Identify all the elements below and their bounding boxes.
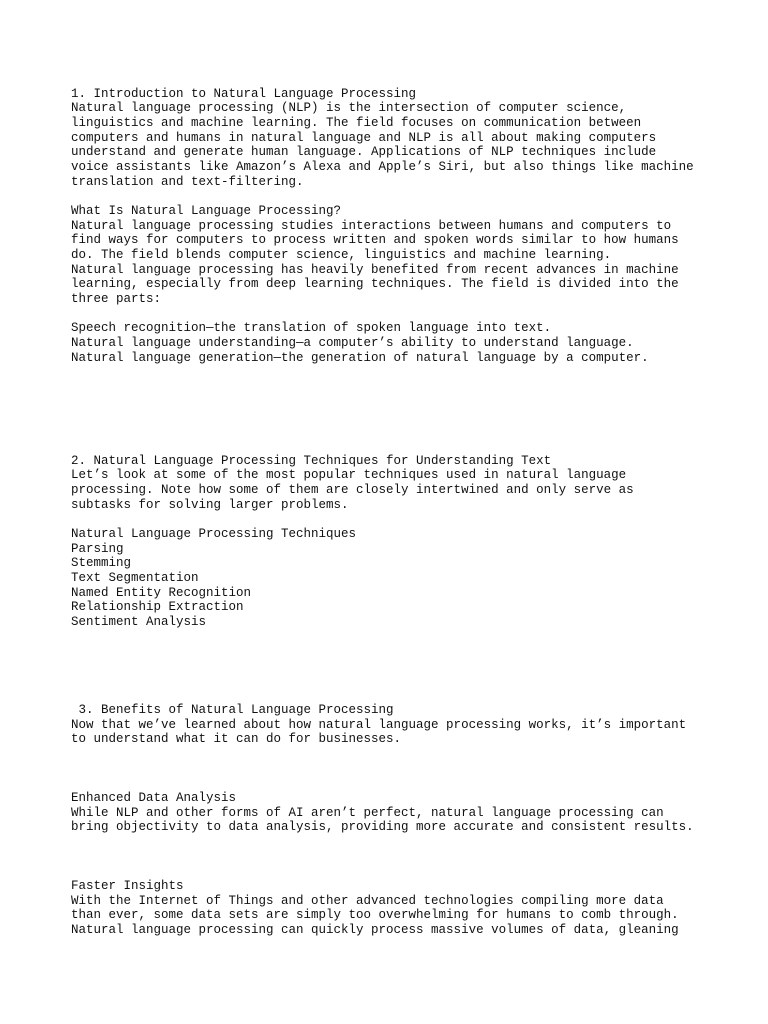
text-line: Let’s look at some of the most popular techniques used in natural language <box>71 468 627 482</box>
text-line: With the Internet of Things and other advanced technologies compiling more data <box>71 894 664 908</box>
list-item: Text Segmentation <box>71 571 199 585</box>
text-line: While NLP and other forms of AI aren’t perfect, natural language processing can <box>71 806 664 820</box>
text-line: to understand what it can do for businesses. <box>71 732 402 746</box>
subheading-what-is-nlp: What Is Natural Language Processing? <box>71 204 342 218</box>
text-line: three parts: <box>71 292 162 306</box>
text-line: understand and generate human language. Applications of NLP techniques include <box>71 145 657 159</box>
text-line: linguistics and machine learning. The field focuses on communication between <box>71 116 642 130</box>
text-line: than ever, some data sets are simply too overwhelming for humans to comb through. <box>71 908 679 922</box>
list-item: Relationship Extraction <box>71 600 244 614</box>
text-line: subtasks for solving larger problems. <box>71 498 349 512</box>
text-line: bring objectivity to data analysis, providing more accurate and consistent results. <box>71 820 694 834</box>
text-line: Natural language processing studies interactions between humans and computers to <box>71 219 672 233</box>
text-line: learning, especially from deep learning techniques. The field is divided into the <box>71 277 679 291</box>
text-line: Natural language processing has heavily benefited from recent advances in machine <box>71 263 679 277</box>
subheading-faster-insights: Faster Insights <box>71 879 184 893</box>
text-line: Now that we’ve learned about how natural language processing works, it’s important <box>71 718 687 732</box>
subheading-techniques-list: Natural Language Processing Techniques <box>71 527 357 541</box>
text-line: Natural language processing (NLP) is the intersection of computer science, <box>71 101 627 115</box>
list-item: Sentiment Analysis <box>71 615 207 629</box>
text-line: computers and humans in natural language and NLP is all about making computers <box>71 131 657 145</box>
list-item: Speech recognition—the translation of spoken language into text. <box>71 321 552 335</box>
section-heading-techniques: 2. Natural Language Processing Techniques for Understanding Text <box>71 454 552 468</box>
list-item: Parsing <box>71 542 124 556</box>
text-line: find ways for computers to process written and spoken words similar to how humans <box>71 233 679 247</box>
list-item: Natural language generation—the generation of natural language by a computer. <box>71 351 649 365</box>
section-heading-benefits: 3. Benefits of Natural Language Processing <box>71 703 394 717</box>
list-item: Natural language understanding—a computer’s ability to understand language. <box>71 336 634 350</box>
section-heading-intro: 1. Introduction to Natural Language Processing <box>71 87 417 101</box>
text-line: processing. Note how some of them are closely intertwined and only serve as <box>71 483 634 497</box>
text-line: Natural language processing can quickly process massive volumes of data, gleaning <box>71 923 679 937</box>
subheading-enhanced-data-analysis: Enhanced Data Analysis <box>71 791 237 805</box>
list-item: Named Entity Recognition <box>71 586 252 600</box>
text-line: voice assistants like Amazon’s Alexa and Apple’s Siri, but also things like machine <box>71 160 694 174</box>
text-line: translation and text-filtering. <box>71 175 304 189</box>
list-item: Stemming <box>71 556 132 570</box>
text-line: do. The field blends computer science, linguistics and machine learning. <box>71 248 612 262</box>
